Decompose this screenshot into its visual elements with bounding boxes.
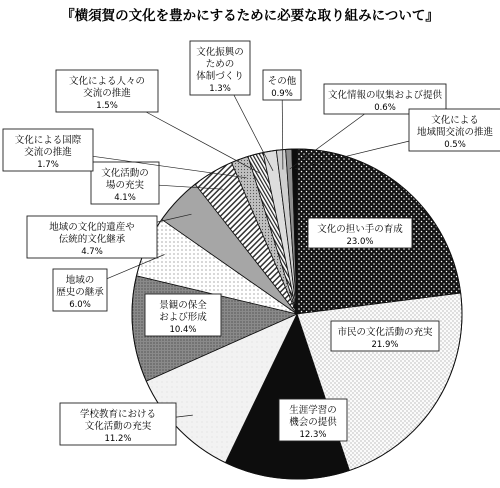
slice-label-3: 学校教育における文化活動の充実学校教育における文化活動の充実 xyxy=(79,409,157,432)
slice-label-9: 文化による人々の交流の推進文化による人々の交流の推進 xyxy=(68,76,146,99)
slice-value-label-6: 4.7% xyxy=(81,247,103,257)
slice-label-7: 文化活動の場の充実文化活動の場の充実 xyxy=(101,168,149,191)
slice-value-label-12: 0.6% xyxy=(374,103,396,113)
slice-value-label-2: 12.3% xyxy=(299,430,327,440)
slice-value-label-10: 1.3% xyxy=(209,84,231,94)
slice-label-12: 文化情報の収集および提供文化情報の収集および提供 xyxy=(327,90,443,101)
slice-label-8: 文化による国際交流の推進文化による国際交流の推進 xyxy=(14,135,82,158)
slice-value-label-11: 0.9% xyxy=(271,89,293,99)
slice-value-label-1: 21.9% xyxy=(371,340,399,350)
slice-value-label-7: 4.1% xyxy=(114,193,136,203)
slice-label-5: 地域の歴史の継承地域の歴史の継承 xyxy=(56,275,104,298)
slice-label-4: 景観の保全および形成景観の保全および形成 xyxy=(159,300,207,323)
slice-value-label-0: 23.0% xyxy=(346,237,374,247)
slice-value-label-13: 0.5% xyxy=(444,140,466,150)
slice-value-label-3: 11.2% xyxy=(104,434,132,444)
chart-title: 『横須賀の文化を豊かにするために必要な取り組みについて』 xyxy=(61,8,439,24)
slice-label-2: 生涯学習の機会の提供生涯学習の機会の提供 xyxy=(289,405,337,428)
slice-label-11: その他その他 xyxy=(267,76,297,87)
slice-label-6: 地域の文化的遺産や伝統的文化継承地域の文化的遺産や伝統的文化継承 xyxy=(49,222,135,245)
callout-leader-9 xyxy=(146,112,260,174)
slice-value-label-9: 1.5% xyxy=(96,101,118,111)
slice-value-label-5: 6.0% xyxy=(69,300,91,310)
slice-value-label-8: 1.7% xyxy=(37,160,59,170)
slice-value-label-4: 10.4% xyxy=(169,325,197,335)
slice-label-10: 文化振興のための体制づくり文化振興のための体制づくり xyxy=(196,47,244,82)
slice-label-13: 文化による地域間交流の推進文化による地域間交流の推進 xyxy=(416,115,494,138)
slice-label-1: 市民の文化活動の充実市民の文化活動の充実 xyxy=(337,327,433,338)
slice-label-0: 文化の担い手の育成文化の担い手の育成 xyxy=(317,224,403,235)
